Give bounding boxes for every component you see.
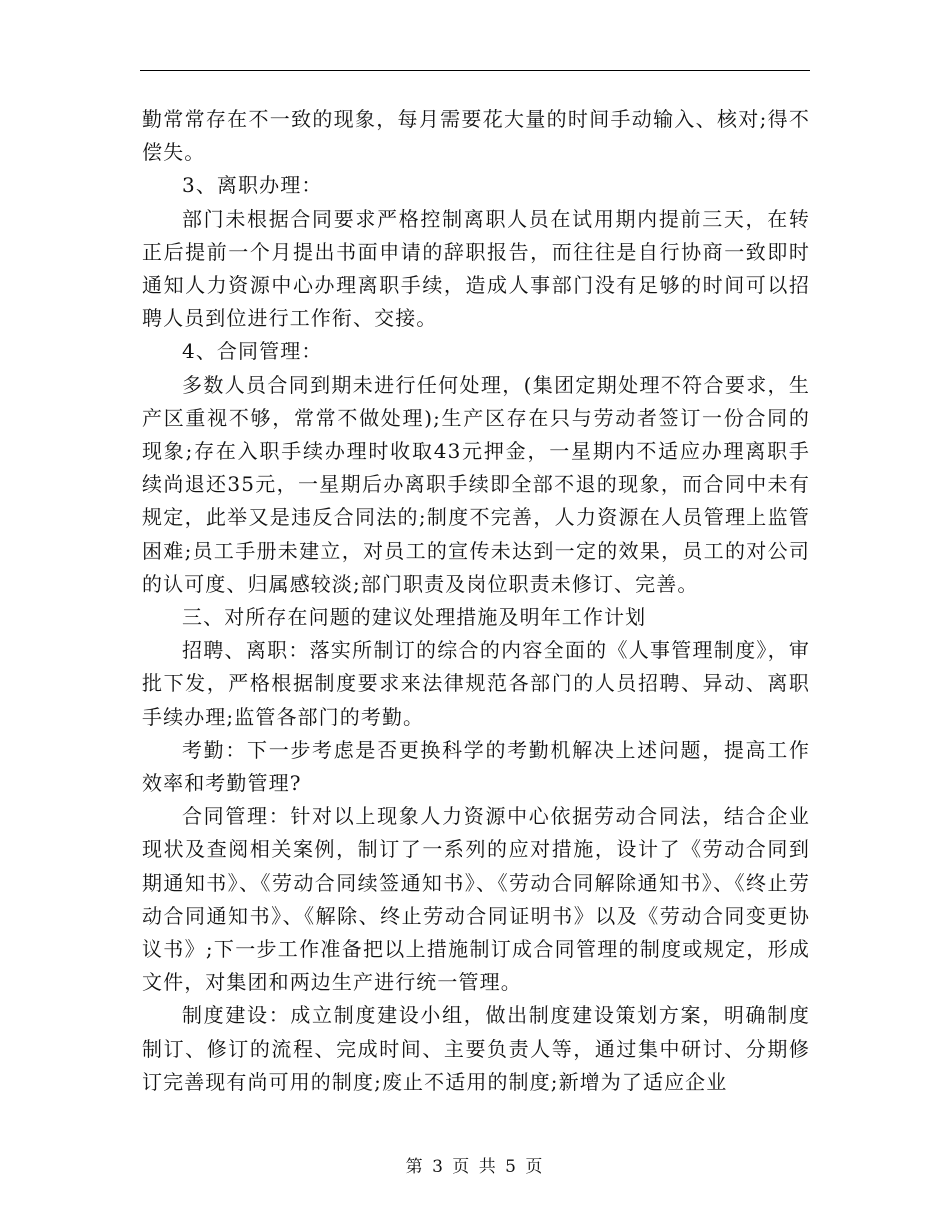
- paragraph-contract: 多数人员合同到期未进行任何处理，(集团定期处理不符合要求，生产区重视不够，常常不做处理);生产区存在只与劳动者签订一份合同的现象;存在入职手续办理时收取43元押金，一星期内不适应办理离职手续尚退还35元，一星期后办离职手续即全部不退的现象，而合同中未有规定，此举又是违反合同法的;制度不完善，人力资源在人员管理上监管困难;员工手册未建立，对员工的宣传未达到一定的效果，员工的对公司的认可度、归属感较淡;部门职责及岗位职责未修订、完善。: [142, 372, 810, 596]
- heading-contract: 4、合同管理：: [182, 339, 323, 364]
- paragraph-recruitment: 招聘、离职：落实所制订的综合的内容全面的《人事管理制度》，审批下发，严格根据制度要求来法律规范各部门的人员招聘、异动、离职手续办理;监管各部门的考勤。: [142, 638, 810, 729]
- paragraph-system-building: 制度建设：成立制度建设小组，做出制度建设策划方案，明确制度制订、修订的流程、完成时间、主要负责人等，通过集中研讨、分期修订完善现有尚可用的制度;废止不适用的制度;新增为了适应企业: [142, 1003, 810, 1094]
- document-body: [142, 103, 810, 1099]
- paragraph-resignation: 部门未根据合同要求严格控制离职人员在试用期内提前三天，在转正后提前一个月提出书面申请的辞职报告，而往往是自行协商一致即时通知人力资源中心办理离职手续，造成人事部门没有足够的时间可以招聘人员到位进行工作衔、交接。: [142, 206, 810, 331]
- header-rule: [140, 70, 810, 71]
- paragraph-1: 勤常常存在不一致的现象，每月需要花大量的时间手动输入、核对;得不偿失。: [142, 107, 810, 165]
- heading-resignation: 3、离职办理：: [182, 173, 323, 198]
- page-footer: 第 3 页 共 5 页: [405, 1157, 545, 1177]
- paragraph-contract-plan: 合同管理：针对以上现象人力资源中心依据劳动合同法，结合企业现状及查阅相关案例，制订了一系列的应对措施，设计了《劳动合同到期通知书》、《劳动合同续签通知书》、《劳动合同解除通知书》、《终止劳动合同通知书》、《解除、终止劳动合同证明书》以及《劳动合同变更协议书》;下一步工作准备把以上措施制订成合同管理的制度或规定，形成文件，对集团和两边生产进行统一管理。: [142, 804, 810, 995]
- heading-section-three: 三、对所存在问题的建议处理措施及明年工作计划: [182, 605, 647, 630]
- paragraph-attendance: 考勤：下一步考虑是否更换科学的考勤机解决上述问题，提高工作效率和考勤管理?: [142, 737, 810, 796]
